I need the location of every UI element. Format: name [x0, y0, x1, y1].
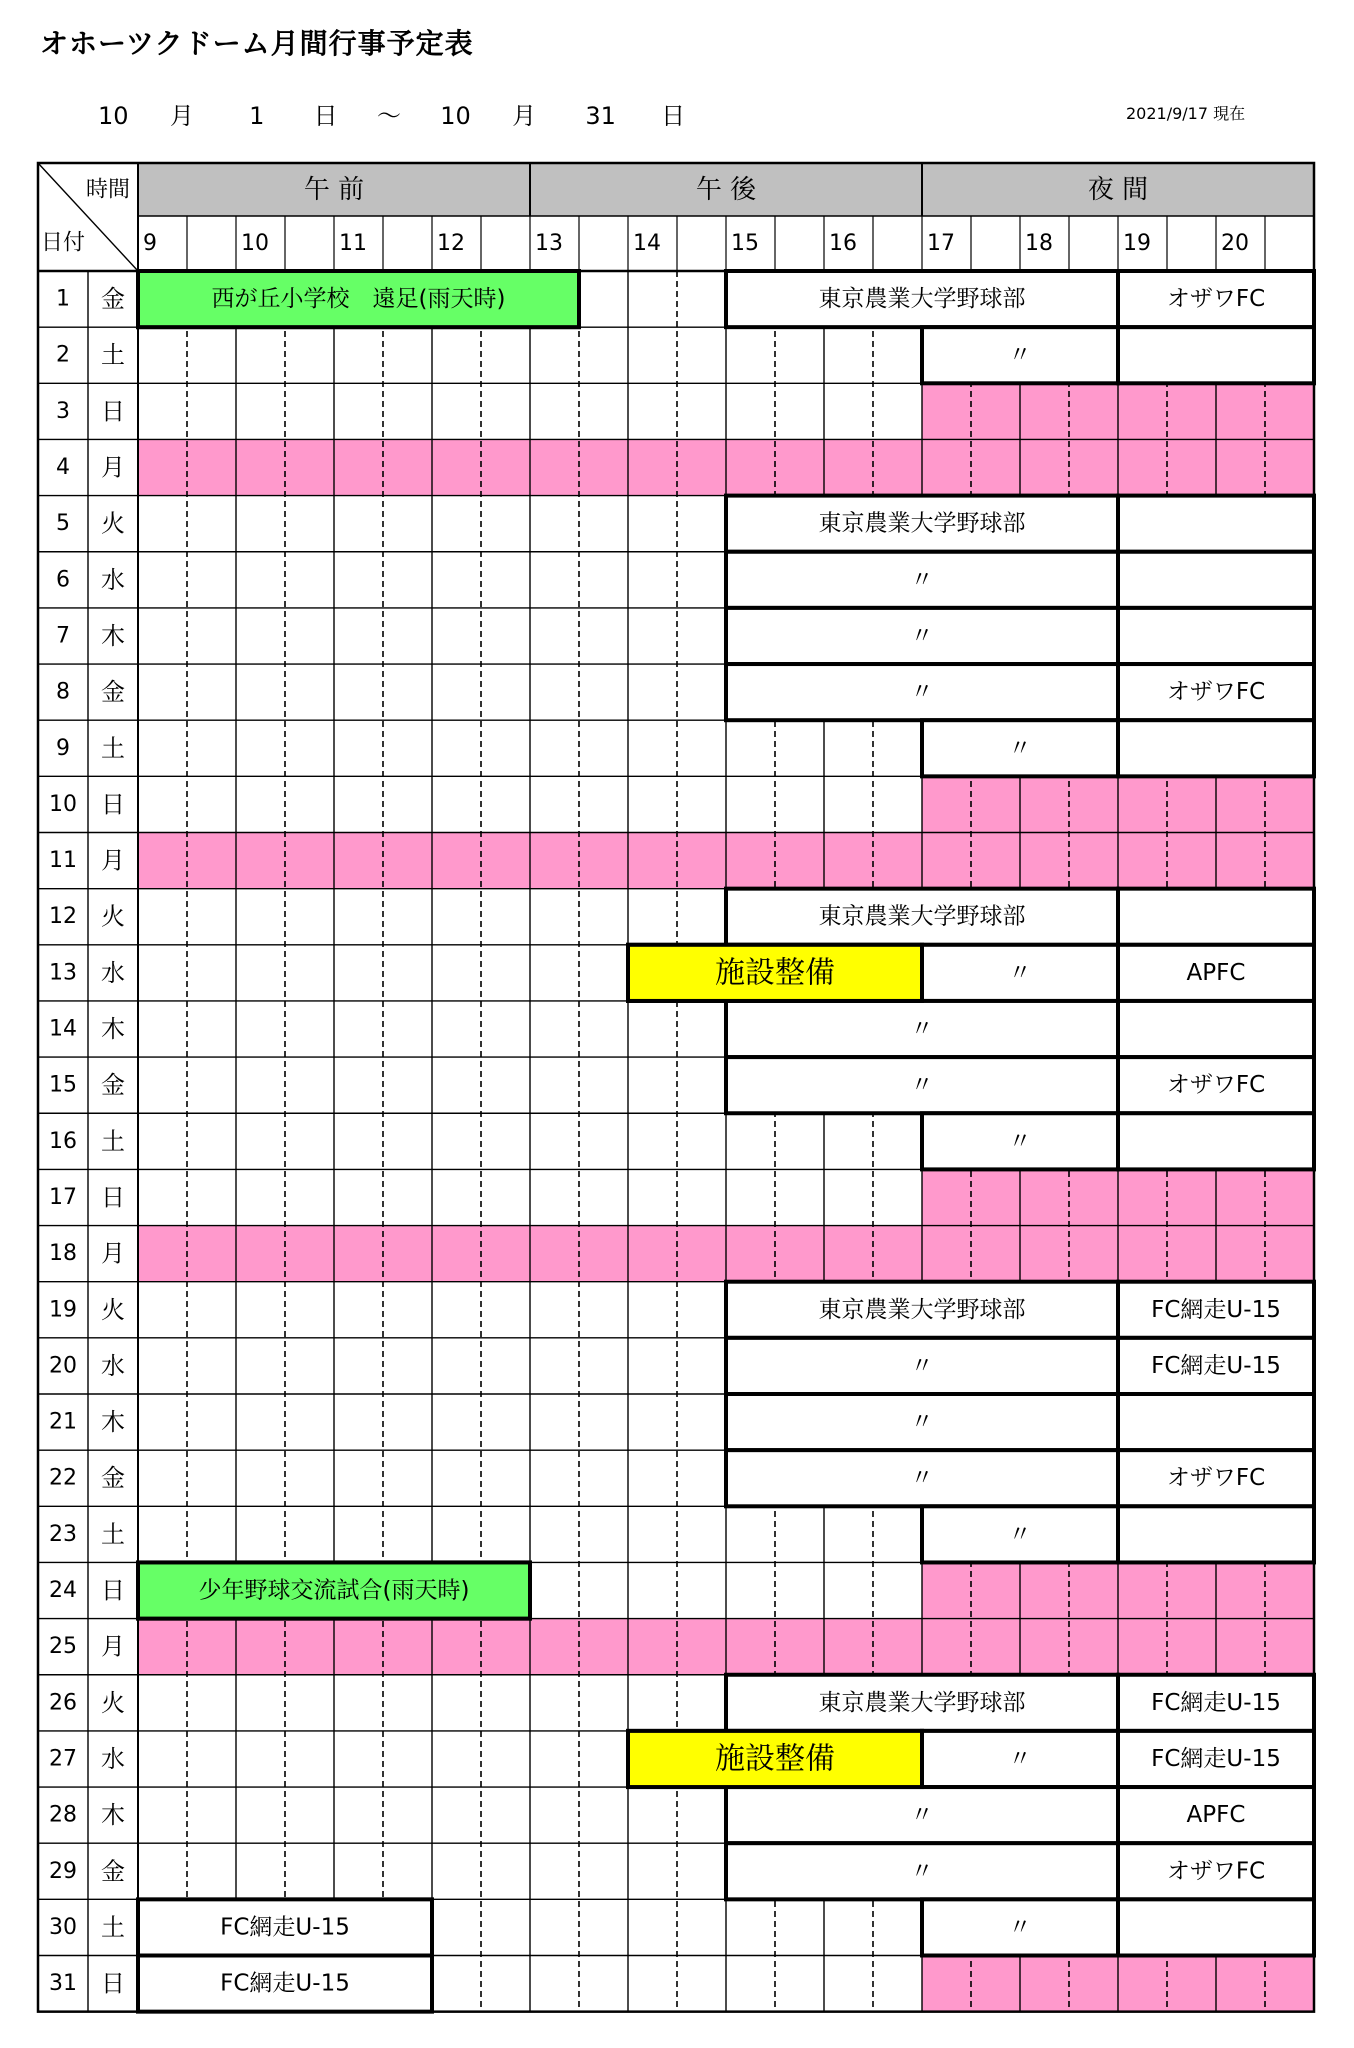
day-number: 11	[49, 848, 77, 874]
event-label: オザワFC	[1166, 1858, 1266, 1885]
weekday: 木	[101, 1408, 125, 1437]
hour-label: 11	[339, 231, 367, 256]
event-label: 〃	[910, 1465, 934, 1492]
weekday: 水	[101, 1351, 125, 1380]
day-number: 3	[56, 398, 70, 424]
weekday: 月	[101, 1239, 125, 1268]
event-label: 東京農業大学野球部	[818, 1689, 1026, 1716]
event-label: オザワFC	[1166, 286, 1266, 313]
event-label: 西が丘小学校 遠足(雨天時)	[211, 286, 506, 313]
day-number: 8	[56, 679, 70, 705]
period-month-char-1: 月	[169, 102, 194, 130]
event-label: 〃	[910, 1858, 934, 1885]
hour-label: 16	[829, 231, 857, 256]
event-label: 施設整備	[715, 1741, 835, 1777]
day-number: 23	[49, 1521, 77, 1547]
event-label: APFC	[1186, 959, 1246, 986]
day-number: 6	[56, 567, 70, 593]
event-label: FC網走U-15	[220, 1970, 350, 1997]
event-block	[1118, 608, 1314, 664]
day-number: 7	[56, 623, 70, 649]
hour-label: 17	[927, 231, 955, 256]
weekday: 木	[101, 621, 125, 650]
weekday: 火	[101, 509, 125, 538]
event-label: 〃	[910, 622, 934, 649]
hour-label: 19	[1123, 231, 1151, 256]
hour-label: 18	[1025, 231, 1053, 256]
hour-label: 9	[143, 231, 157, 256]
as-of-date: 2021/9/17 現在	[1126, 104, 1246, 123]
event-label: FC網走U-15	[220, 1914, 350, 1941]
day-number: 9	[56, 735, 70, 761]
event-label: 東京農業大学野球部	[818, 903, 1026, 930]
day-number: 20	[49, 1353, 77, 1379]
event-label: 〃	[910, 1352, 934, 1379]
event-label: オザワFC	[1166, 679, 1266, 706]
day-number: 28	[49, 1802, 77, 1828]
event-label: FC網走U-15	[1151, 1745, 1281, 1772]
hour-label: 13	[535, 231, 563, 256]
weekday: 日	[101, 1576, 125, 1605]
event-block	[1118, 1113, 1314, 1169]
weekday: 金	[101, 1464, 125, 1493]
day-number: 19	[49, 1297, 77, 1323]
weekday: 月	[101, 1632, 125, 1661]
period-day-char-1: 日	[313, 102, 338, 130]
header-night: 夜 間	[1087, 175, 1149, 205]
day-number: 15	[49, 1072, 77, 1098]
period-end-month: 10	[440, 102, 471, 130]
weekday: 月	[101, 453, 125, 482]
day-number: 24	[49, 1578, 77, 1604]
day-number: 18	[49, 1241, 77, 1267]
weekday: 火	[101, 1688, 125, 1717]
header-date-label: 日付	[40, 230, 86, 256]
period-end-day: 31	[585, 102, 616, 130]
weekday: 土	[101, 341, 125, 370]
event-label: 東京農業大学野球部	[818, 286, 1026, 313]
weekday: 土	[101, 734, 125, 763]
event-block	[1118, 1506, 1314, 1562]
event-label: オザワFC	[1166, 1072, 1266, 1099]
weekday: 水	[101, 958, 125, 987]
weekday: 土	[101, 1520, 125, 1549]
event-label: 〃	[910, 1409, 934, 1436]
weekday: 木	[101, 1801, 125, 1830]
weekday: 日	[101, 397, 125, 426]
event-label: 〃	[910, 566, 934, 593]
event-label: FC網走U-15	[1151, 1296, 1281, 1323]
event-label: オザワFC	[1166, 1465, 1266, 1492]
page-title: オホーツクドーム月間行事予定表	[40, 27, 474, 60]
event-block	[1118, 1899, 1314, 1955]
day-number: 13	[49, 960, 77, 986]
event-label: FC網走U-15	[1151, 1689, 1281, 1716]
event-label: 少年野球交流試合(雨天時)	[198, 1577, 470, 1604]
event-block	[1118, 327, 1314, 383]
event-block	[1118, 1001, 1314, 1057]
day-number: 29	[49, 1858, 77, 1884]
day-number: 26	[49, 1690, 77, 1716]
period-start-month: 10	[98, 102, 129, 130]
weekday: 日	[101, 1183, 125, 1212]
event-block	[1118, 720, 1314, 776]
event-block	[1118, 1394, 1314, 1450]
period-month-char-2: 月	[512, 102, 537, 130]
weekday: 日	[101, 790, 125, 819]
hour-label: 15	[731, 231, 759, 256]
weekday: 金	[101, 678, 125, 707]
event-label: 〃	[1008, 342, 1032, 369]
event-label: 〃	[910, 1802, 934, 1829]
day-number: 12	[49, 904, 77, 930]
weekday: 木	[101, 1015, 125, 1044]
weekday: 金	[101, 1857, 125, 1886]
event-label: 〃	[910, 1072, 934, 1099]
day-number: 22	[49, 1465, 77, 1491]
event-label: 東京農業大学野球部	[818, 510, 1026, 537]
header-time-label: 時間	[85, 177, 131, 203]
header-am: 午 前	[303, 175, 365, 205]
day-number: 5	[56, 511, 70, 537]
weekday: 月	[101, 846, 125, 875]
day-number: 30	[49, 1914, 77, 1940]
day-number: 1	[56, 286, 70, 312]
event-label: 〃	[1008, 959, 1032, 986]
day-number: 25	[49, 1634, 77, 1660]
day-number: 21	[49, 1409, 77, 1435]
weekday: 土	[101, 1127, 125, 1156]
weekday: 金	[101, 1071, 125, 1100]
period-start-day: 1	[249, 102, 265, 130]
event-label: 〃	[1008, 1128, 1032, 1155]
event-block	[1118, 496, 1314, 552]
event-label: 施設整備	[715, 955, 835, 991]
event-label: 〃	[1008, 1745, 1032, 1772]
weekday: 日	[101, 1969, 125, 1998]
period-tilde: ～	[376, 102, 401, 130]
weekday: 水	[101, 1744, 125, 1773]
weekday: 火	[101, 1295, 125, 1324]
day-number: 14	[49, 1016, 77, 1042]
weekday: 水	[101, 565, 125, 594]
hour-label: 10	[241, 231, 269, 256]
hour-label: 20	[1221, 231, 1249, 256]
event-label: 〃	[910, 1016, 934, 1043]
event-label: FC網走U-15	[1151, 1352, 1281, 1379]
day-number: 16	[49, 1128, 77, 1154]
day-number: 31	[49, 1971, 77, 1997]
period-day-char-2: 日	[661, 102, 686, 130]
weekday: 火	[101, 902, 125, 931]
event-label: APFC	[1186, 1802, 1246, 1829]
event-label: 〃	[1008, 735, 1032, 762]
event-label: 〃	[1008, 1521, 1032, 1548]
weekday: 金	[101, 285, 125, 314]
day-number: 4	[56, 455, 70, 481]
header-pm: 午 後	[695, 175, 757, 205]
day-number: 10	[49, 791, 77, 817]
event-block	[1118, 889, 1314, 945]
day-number: 2	[56, 342, 70, 368]
hour-label: 14	[633, 231, 661, 256]
event-block	[1118, 552, 1314, 608]
day-number: 17	[49, 1184, 77, 1210]
hour-label: 12	[437, 231, 465, 256]
weekday: 土	[101, 1913, 125, 1942]
event-label: 〃	[1008, 1914, 1032, 1941]
day-number: 27	[49, 1746, 77, 1772]
event-label: 〃	[910, 679, 934, 706]
event-label: 東京農業大学野球部	[818, 1296, 1026, 1323]
